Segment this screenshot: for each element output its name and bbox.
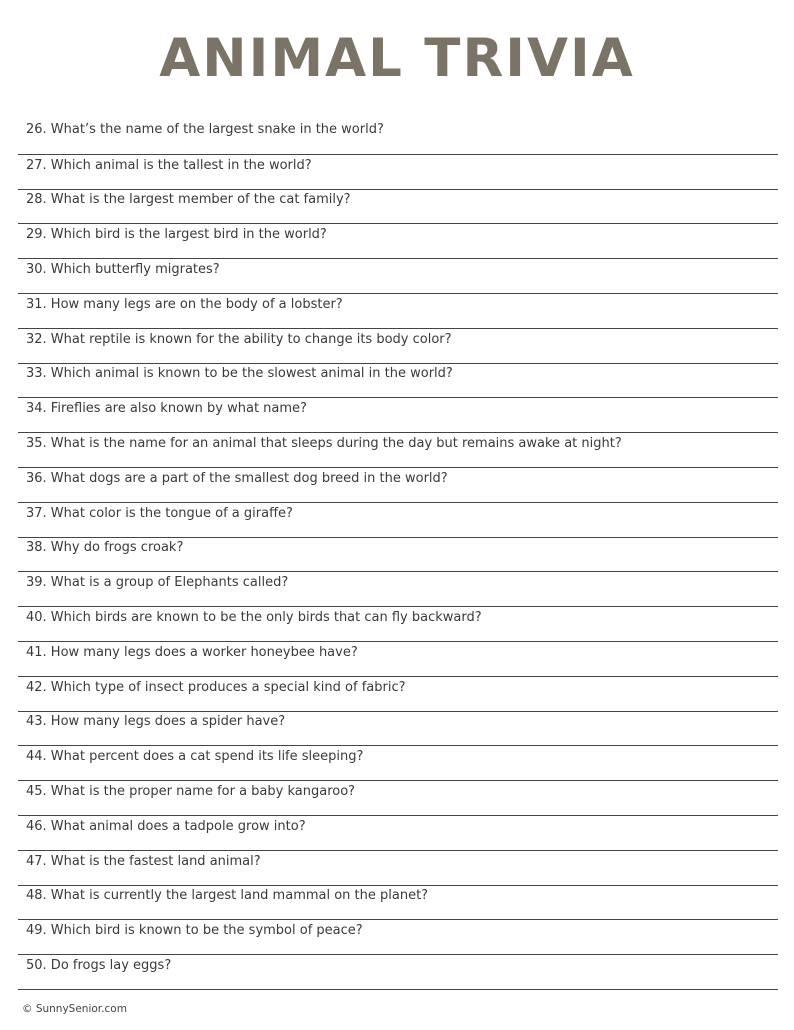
- question-row: [18, 746, 778, 781]
- question-list: [18, 120, 778, 990]
- page-title: ANIMAL TRIVIA: [159, 28, 635, 89]
- question-row: [18, 642, 778, 677]
- question-text: 34. Fireflies are also known by what name?: [26, 401, 307, 417]
- question-row: [18, 364, 778, 399]
- question-text: 40. Which birds are known to be the only birds that can fly backward?: [26, 609, 482, 625]
- question-text: 33. Which animal is known to be the slowest animal in the world?: [26, 366, 453, 382]
- question-row: [18, 607, 778, 642]
- question-text: 35. What is the name for an animal that sleeps during the day but remains awake at night?: [26, 435, 622, 451]
- question-row: [18, 120, 778, 155]
- question-row: [18, 920, 778, 955]
- question-row: [18, 259, 778, 294]
- question-text: 49. Which bird is known to be the symbol of peace?: [26, 923, 363, 939]
- copyright-footer: © SunnySenior.com: [22, 1003, 127, 1015]
- question-text: 32. What reptile is known for the ability to change its body color?: [26, 331, 452, 347]
- question-text: 37. What color is the tongue of a giraffe?: [26, 505, 293, 521]
- question-text: 38. Why do frogs croak?: [26, 540, 184, 556]
- question-row: [18, 677, 778, 712]
- question-text: 29. Which bird is the largest bird in the world?: [26, 227, 327, 243]
- question-text: 26. What’s the name of the largest snake in the world?: [26, 121, 384, 137]
- question-text: 50. Do frogs lay eggs?: [26, 957, 172, 973]
- question-text: 27. Which animal is the tallest in the world?: [26, 157, 312, 173]
- question-row: [18, 886, 778, 921]
- question-text: 44. What percent does a cat spend its life sleeping?: [26, 749, 364, 765]
- question-text: 45. What is the proper name for a baby kangaroo?: [26, 783, 356, 799]
- question-row: [18, 781, 778, 816]
- question-text: 30. Which butterfly migrates?: [26, 261, 220, 277]
- question-row: [18, 398, 778, 433]
- question-text: 48. What is currently the largest land mammal on the planet?: [26, 888, 429, 904]
- question-row: [18, 468, 778, 503]
- question-row: [18, 712, 778, 747]
- question-row: [18, 503, 778, 538]
- question-row: [18, 294, 778, 329]
- question-text: 28. What is the largest member of the cat family?: [26, 192, 351, 208]
- question-row: [18, 224, 778, 259]
- question-text: 31. How many legs are on the body of a lobster?: [26, 296, 343, 312]
- question-row: [18, 955, 778, 990]
- question-text: 41. How many legs does a worker honeybee have?: [26, 644, 358, 660]
- question-row: [18, 190, 778, 225]
- question-text: 36. What dogs are a part of the smallest dog breed in the world?: [26, 470, 448, 486]
- question-row: [18, 816, 778, 851]
- question-row: [18, 433, 778, 468]
- question-text: 42. Which type of insect produces a special kind of fabric?: [26, 679, 406, 695]
- question-row: [18, 155, 778, 190]
- question-text: 43. How many legs does a spider have?: [26, 714, 286, 730]
- question-text: 46. What animal does a tadpole grow into?: [26, 818, 306, 834]
- question-text: 47. What is the fastest land animal?: [26, 853, 261, 869]
- question-row: [18, 538, 778, 573]
- question-row: [18, 329, 778, 364]
- question-row: [18, 851, 778, 886]
- question-text: 39. What is a group of Elephants called?: [26, 575, 289, 591]
- question-row: [18, 572, 778, 607]
